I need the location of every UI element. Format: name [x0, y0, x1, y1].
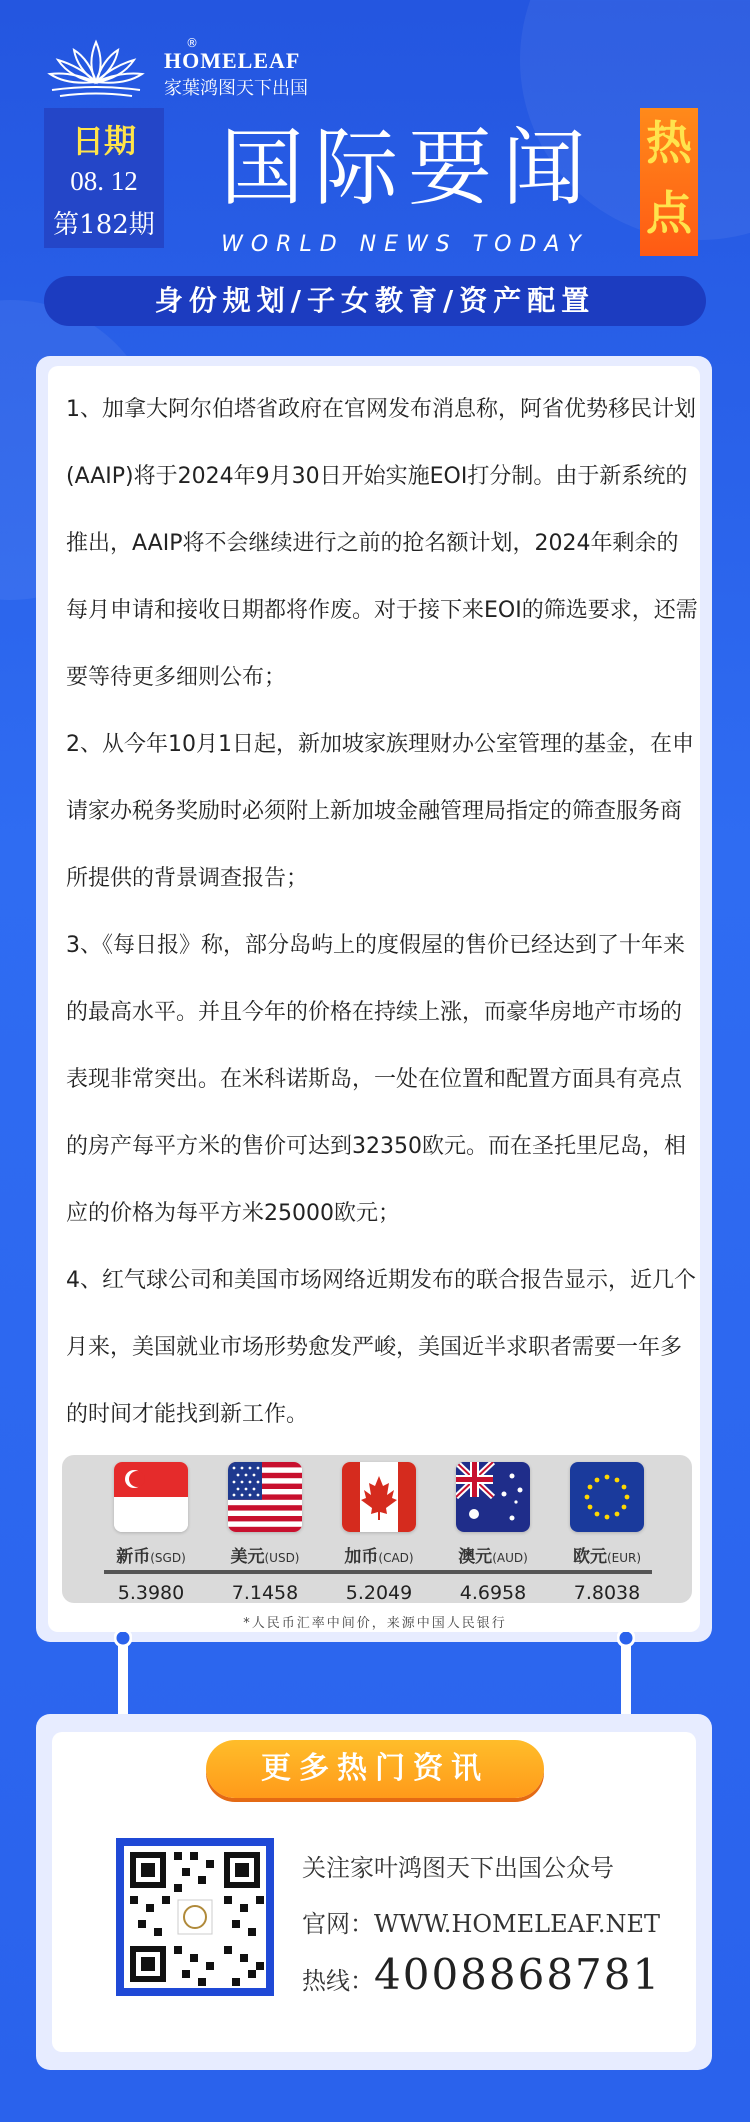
date-value: 08. 12	[70, 166, 138, 196]
tagline-bar: 身份规划/子女教育/资产配置	[44, 276, 706, 326]
website-line	[302, 1904, 660, 1939]
news-item: 2、从今年10月1日起，新加坡家族理财办公室管理的基金，在申请家办税务奖励时必须附上新加坡金融管理局指定的筛查服务商所提供的背景调查报告；	[66, 732, 694, 891]
rate-aud: 4.6958	[459, 1582, 527, 1604]
australia-flag-icon	[456, 1462, 530, 1532]
singapore-flag-icon	[114, 1462, 188, 1532]
follow-text: 关注家叶鸿图天下出国公众号	[302, 1854, 614, 1882]
page-subtitle: WORLD NEWS TODAY	[221, 232, 589, 257]
lotus-logo-icon	[46, 36, 146, 100]
hot-badge-char-2: 点	[646, 186, 692, 240]
website-link[interactable]: WWW.HOMELEAF.NET	[374, 1910, 660, 1938]
rate-usd: 7.1458	[231, 1582, 299, 1604]
currency-label-sgd: 新币(SGD)	[116, 1547, 186, 1567]
exchange-divider	[104, 1570, 652, 1574]
news-item: 4、红气球公司和美国市场网络近期发布的联合报告显示，近几个月来，美国就业市场形势愈发严峻，美国近半求职者需要一年多的时间才能找到新工作。	[66, 1268, 696, 1427]
more-news-banner: 更多热门资讯	[206, 1740, 544, 1798]
brand-logo	[46, 36, 346, 106]
news-item: 1、加拿大阿尔伯塔省政府在官网发布消息称，阿省优势移民计划(AAIP)将于2024年9月30日开始实施EOI打分制。由于新系统的推出，AAIP将不会继续进行之前的抢名额计划，2024年剩余的每月申请和接收日期都将作废。对于接下来EOI的筛选要求，还需要等待更多细则公布；	[66, 397, 698, 690]
hotline-line	[302, 1950, 661, 1999]
usa-flag-icon	[228, 1462, 302, 1532]
brand-name: HOMELEAF	[164, 48, 301, 73]
hot-badge	[640, 108, 698, 256]
news-card	[36, 356, 712, 1642]
hotline-label: 热线：	[302, 1967, 374, 1995]
rate-cad: 5.2049	[345, 1582, 413, 1604]
canada-flag-icon	[342, 1462, 416, 1532]
hotline-number[interactable]: 4008868781	[374, 1950, 662, 1999]
qr-code[interactable]	[116, 1838, 274, 1996]
currency-label-cad: 加币(CAD)	[344, 1547, 414, 1567]
date-label: 日期	[71, 122, 136, 160]
currency-label-aud: 澳元(AUD)	[458, 1547, 528, 1567]
currency-label-usd: 美元(USD)	[230, 1547, 300, 1567]
date-box	[44, 108, 164, 248]
currency-label-eur: 欧元(EUR)	[572, 1547, 642, 1567]
page-title: 国际要闻	[219, 119, 596, 217]
exchange-rate-note: *人民币汇率中间价，来源中国人民银行	[243, 1616, 507, 1631]
rate-eur: 7.8038	[573, 1582, 641, 1604]
news-item: 3、《每日报》称，部分岛屿上的度假屋的售价已经达到了十年来的最高水平。并且今年的价格在持续上涨，而豪华房地产市场的表现非常突出。在米科诺斯岛，一处在位置和配置方面具有亮点的房产每平方米的售价可达到32350欧元。而在圣托里尼岛，相应的价格为每平方米25000欧元；	[66, 933, 686, 1226]
hot-badge-char-1: 热	[646, 116, 692, 170]
brand-cn-name: 家葉鸿图天下出国	[164, 78, 308, 99]
issue-number: 第182期	[53, 210, 155, 240]
website-label: 官网：	[302, 1910, 374, 1938]
registered-mark: ®	[186, 36, 198, 50]
eu-flag-icon	[570, 1462, 644, 1532]
news-card-inner	[48, 366, 700, 1632]
news-list	[66, 376, 698, 1448]
rate-sgd: 5.3980	[117, 1582, 185, 1604]
